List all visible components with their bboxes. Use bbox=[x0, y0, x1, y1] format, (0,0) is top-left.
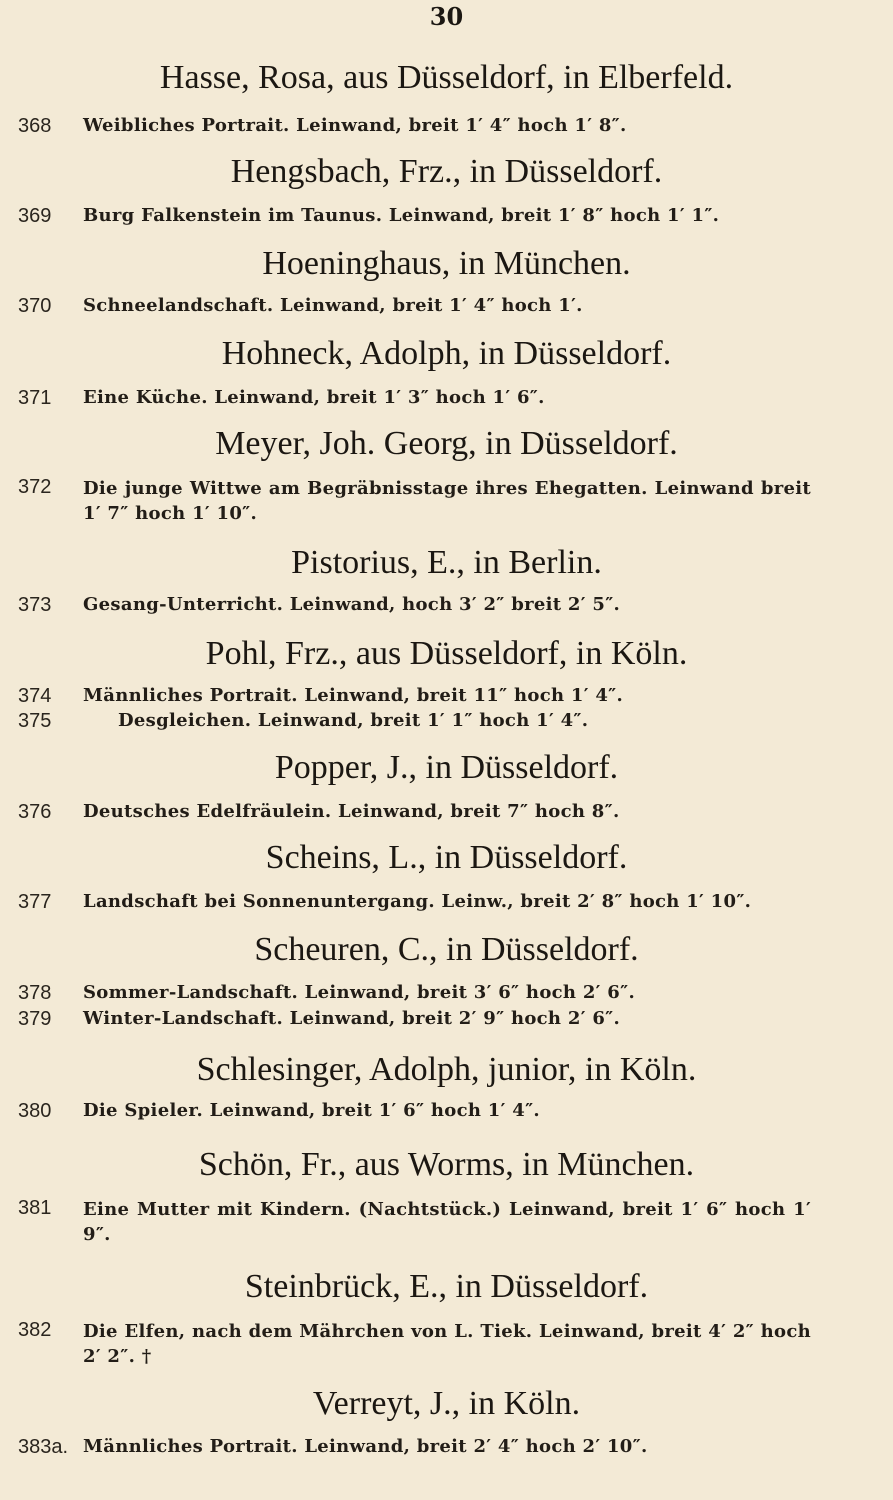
entry-description: Landschaft bei Sonnenuntergang. Leinw., breit 2′ 8″ hoch 1′ 10″. bbox=[83, 891, 752, 912]
entry-number: 371 bbox=[18, 387, 52, 409]
artist-heading: Pistorius, E., in Berlin. bbox=[291, 544, 602, 581]
entry-description: Die Elfen, nach dem Mährchen von L. Tiek. Leinwand, breit 4′ 2″ hoch 2′ 2″. † bbox=[83, 1321, 811, 1367]
entry-description: Sommer-Landschaft. Leinwand, breit 3′ 6″ hoch 2′ 6″. bbox=[83, 982, 636, 1003]
artist-heading: Schön, Fr., aus Worms, in München. bbox=[198, 1146, 695, 1183]
artist-heading: Schlesinger, Adolph, junior, in Köln. bbox=[196, 1051, 697, 1088]
entry-description: Desgleichen. Leinwand, breit 1′ 1″ hoch 1′ 4″. bbox=[118, 710, 589, 731]
entry-description: Burg Falkenstein im Taunus. Leinwand, breit 1′ 8″ hoch 1′ 1″. bbox=[83, 205, 720, 226]
entry-number: 379 bbox=[18, 1008, 52, 1030]
entry-number: 373 bbox=[18, 594, 52, 616]
entry-number: 376 bbox=[18, 801, 52, 823]
entry-description: Männliches Portrait. Leinwand, breit 2′ 4″ hoch 2′ 10″. bbox=[83, 1436, 648, 1457]
entry-description: Die junge Wittwe am Begräbnisstage ihres Ehegatten. Leinwand breit 1′ 7″ hoch 1′ 10″. bbox=[83, 478, 811, 524]
artist-heading: Meyer, Joh. Georg, in Düsseldorf. bbox=[215, 425, 678, 462]
entry-number: 375 bbox=[18, 710, 52, 732]
entry-number: 383a. bbox=[18, 1436, 69, 1458]
page-number: 30 bbox=[429, 2, 464, 31]
entry-number: 370 bbox=[18, 295, 52, 317]
entry-number: 369 bbox=[18, 205, 52, 227]
entry-description: Eine Mutter mit Kindern. (Nachtstück.) Leinwand, breit 1′ 6″ hoch 1′ 9″. bbox=[83, 1199, 811, 1245]
artist-heading: Hoeninghaus, in München. bbox=[262, 245, 631, 282]
artist-heading: Scheins, L., in Düsseldorf. bbox=[265, 839, 628, 876]
artist-heading: Steinbrück, E., in Düsseldorf. bbox=[244, 1268, 649, 1305]
artist-heading: Pohl, Frz., aus Düsseldorf, in Köln. bbox=[205, 635, 688, 672]
entry-description: Deutsches Edelfräulein. Leinwand, breit 7″ hoch 8″. bbox=[83, 801, 620, 822]
entry-number: 378 bbox=[18, 982, 52, 1004]
entry-description: Die Spieler. Leinwand, breit 1′ 6″ hoch 1′ 4″. bbox=[83, 1100, 540, 1121]
artist-heading: Hohneck, Adolph, in Düsseldorf. bbox=[221, 335, 672, 372]
entry-number: 374 bbox=[18, 685, 52, 707]
entry-description: Weibliches Portrait. Leinwand, breit 1′ 4″ hoch 1′ 8″. bbox=[83, 115, 627, 136]
entry-description: Schneelandschaft. Leinwand, breit 1′ 4″ hoch 1′. bbox=[83, 295, 583, 316]
entry-number: 377 bbox=[18, 891, 52, 913]
entry-number: 381 bbox=[18, 1197, 52, 1219]
entry-description: Winter-Landschaft. Leinwand, breit 2′ 9″ hoch 2′ 6″. bbox=[83, 1008, 621, 1029]
artist-heading: Scheuren, C., in Düsseldorf. bbox=[254, 931, 639, 968]
entry-description: Männliches Portrait. Leinwand, breit 11″ hoch 1′ 4″. bbox=[83, 685, 624, 706]
artist-heading: Hengsbach, Frz., in Düsseldorf. bbox=[230, 153, 663, 190]
entry-number: 380 bbox=[18, 1100, 52, 1122]
entry-number: 368 bbox=[18, 115, 52, 137]
artist-heading: Popper, J., in Düsseldorf. bbox=[274, 749, 619, 786]
artist-heading: Verreyt, J., in Köln. bbox=[312, 1385, 581, 1422]
entry-description: Eine Küche. Leinwand, breit 1′ 3″ hoch 1′ 6″. bbox=[83, 387, 545, 408]
entry-number: 372 bbox=[18, 476, 52, 498]
entry-number: 382 bbox=[18, 1319, 52, 1341]
entry-description: Gesang-Unterricht. Leinwand, hoch 3′ 2″ breit 2′ 5″. bbox=[83, 594, 621, 615]
artist-heading: Hasse, Rosa, aus Düsseldorf, in Elberfeld. bbox=[159, 59, 734, 96]
